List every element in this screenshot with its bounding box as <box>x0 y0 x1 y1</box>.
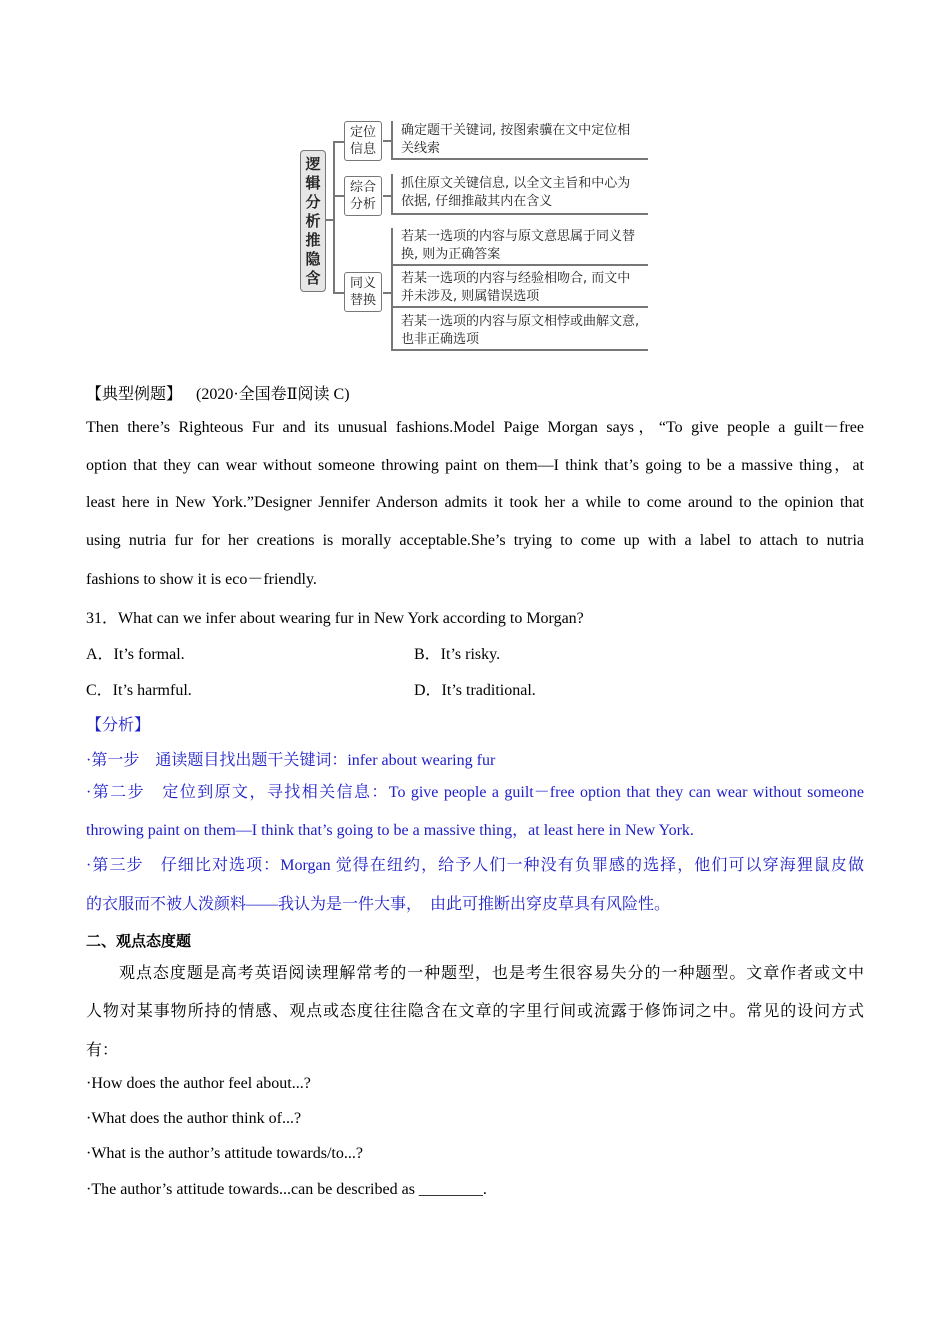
root-char: 隐 <box>305 249 321 268</box>
sample-question: ·The author’s attitude towards...can be described as ________. <box>86 1181 487 1198</box>
category-description: 若某一选项的内容与经验相吻合, 而文中 并未涉及, 则属错误选项 <box>401 271 631 304</box>
section-paragraph-line: 观点态度题是高考英语阅读理解常考的一种题型，也是考生很容易失分的一种题型。文章作者或文中 <box>119 965 864 982</box>
analysis-step-2: ·第二步 定位到原文，寻找相关信息：To give people a guilt－free option that they can wear without someone <box>86 784 864 801</box>
category-label: 同义 <box>349 276 376 291</box>
example-heading <box>86 381 350 404</box>
connector-line <box>383 195 392 197</box>
analysis-step-3-cont: 的衣服而不被人泼颜料——我认为是一件大事， 由此可推断出穿皮草具有风险性。 <box>86 896 671 913</box>
underline <box>391 264 648 266</box>
underline <box>391 349 648 351</box>
option-a: A．It’s formal. <box>86 646 185 663</box>
question: 31．What can we infer about wearing fur in New York according to Morgan? <box>86 610 584 627</box>
category-label: 综合 <box>349 180 376 195</box>
connector-line <box>333 292 344 294</box>
passage-line: least here in New York.”Designer Jennifer Anderson admits it took her a while to come around to the opinion that <box>86 494 864 511</box>
option-b: B．It’s risky. <box>414 646 501 663</box>
connector-line <box>391 228 393 349</box>
category-label: 分析 <box>349 197 376 212</box>
category-box-synonym <box>344 272 382 312</box>
analysis-heading: 【分析】 <box>86 717 151 734</box>
connector-line <box>333 195 344 197</box>
option-c: C．It’s harmful. <box>86 682 192 699</box>
root-char: 含 <box>305 268 321 287</box>
connector-line <box>333 141 335 293</box>
section-heading: 二、观点态度题 <box>86 932 192 950</box>
analysis-step-1: ·第一步 通读题目找出题干关键词：infer about wearing fur <box>86 752 496 769</box>
passage-line: using nutria fur for her creations is morally acceptable.She’s trying to come up with a label to attach to nutria <box>86 532 864 549</box>
diagram-root-box <box>300 150 326 292</box>
root-char: 逻 <box>305 154 321 173</box>
root-char: 辑 <box>305 173 321 192</box>
category-description: 若某一选项的内容与原文相悖或曲解文意, 也非正确选项 <box>401 314 640 347</box>
underline <box>391 158 648 160</box>
category-box-analyze <box>344 176 382 216</box>
sample-question: ·What is the author’s attitude towards/to...? <box>86 1145 363 1162</box>
category-label: 定位 <box>349 125 376 140</box>
connector-line <box>383 292 392 294</box>
root-char: 分 <box>305 192 321 211</box>
analysis-step-2-cont: throwing paint on them—I think that’s going to be a massive thing，at least here in New York. <box>86 822 694 839</box>
category-box-locate <box>344 121 382 161</box>
passage-line: Then there’s Righteous Fur and its unusual fashions.Model Paige Morgan says，“To give people a guilt－free <box>86 419 864 436</box>
category-description: 确定题干关键词, 按图索骥在文中定位相 关线索 <box>401 123 631 156</box>
category-label: 替换 <box>349 293 376 308</box>
underline <box>391 213 648 215</box>
passage-line: option that they can wear without someone throwing paint on them—I think that’s going to be a massive thing，at <box>86 457 864 474</box>
analysis-step-3: ·第三步 仔细比对选项：Morgan 觉得在纽约，给予人们一种没有负罪感的选择，他们可以穿海狸鼠皮做 <box>86 857 864 874</box>
passage-line: fashions to show it is eco－friendly. <box>86 571 317 588</box>
root-char: 推 <box>305 230 321 249</box>
option-d: D．It’s traditional. <box>414 682 536 699</box>
section-paragraph-line: 人物对某事物所持的情感、观点或态度往往隐含在文章的字里行间或流露于修饰词之中。常见的设问方式 <box>86 1003 864 1020</box>
category-label: 信息 <box>349 142 376 157</box>
section-paragraph-line: 有： <box>86 1042 119 1059</box>
sample-question: ·What does the author think of...? <box>86 1110 302 1127</box>
example-label: 【典型例题】 <box>86 386 183 403</box>
root-char: 析 <box>305 211 321 230</box>
connector-line <box>383 140 392 142</box>
sample-question: ·How does the author feel about...? <box>86 1075 311 1092</box>
category-description: 抓住原文关键信息, 以全文主旨和中心为 依据, 仔细推敲其内在含义 <box>401 176 631 209</box>
example-source: (2020·全国卷Ⅱ阅读 C) <box>196 386 350 403</box>
category-description: 若某一选项的内容与原文意思属于同义替 换, 则为正确答案 <box>401 229 636 262</box>
connector-line <box>333 141 344 143</box>
underline <box>391 306 648 308</box>
connector-line <box>391 174 393 214</box>
